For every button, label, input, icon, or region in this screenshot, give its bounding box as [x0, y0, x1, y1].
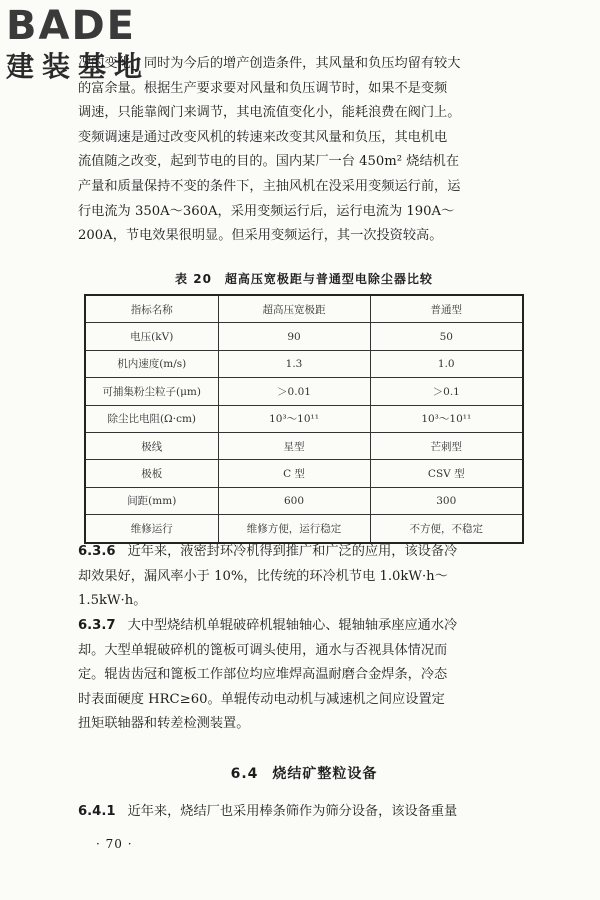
- text-line: 却效果好，漏风率小于 10%，比传统的环冷机节电 1.0kW·h～: [78, 568, 448, 584]
- text-line: 定。辊齿齿冠和篦板工作部位均应堆焊高温耐磨合金焊条，冷态: [78, 667, 448, 683]
- section-number: 6.3.6: [78, 544, 116, 559]
- section-heading: [78, 763, 530, 783]
- table-cell: 1.3: [218, 350, 370, 377]
- text-line: 6.3.7 大中型烧结机单辊破碎机辊轴轴心、辊轴轴承座应通水冷: [78, 618, 458, 633]
- text-line: 却。大型单辊破碎机的篦板可调头使用，通水与否视具体情况而: [78, 642, 448, 658]
- text-line: 6.4.1 近年来，烧结厂也采用棒条筛作为筛分设备，该设备重量: [78, 804, 458, 819]
- table-cell: 芒刺型: [370, 432, 523, 459]
- logo-wordmark: BADE: [6, 3, 136, 49]
- column-header: 普通型: [370, 295, 523, 323]
- table-cell: 除尘比电阻(Ω·cm): [85, 405, 218, 432]
- table-cell: CSV 型: [370, 460, 523, 487]
- intro-paragraph: [78, 52, 530, 249]
- logo-chinese-text: 建装基地: [6, 50, 151, 83]
- table-cell: 星型: [218, 432, 370, 459]
- text-line: 200A，节电效果很明显。但采用变频运行，其一次投资较高。: [78, 228, 443, 244]
- table-header-row: [85, 295, 523, 323]
- text-line: 况的变化，同时为今后的增产创造条件，其风量和负压均留有较大: [78, 56, 461, 71]
- table-cell: 极板: [85, 460, 218, 487]
- table-row: [85, 487, 523, 514]
- text-line: 行电流为 350A～360A，采用变频运行后，运行电流为 190A～: [78, 203, 455, 219]
- text-line: 变频调速是通过改变风机的转速来改变其风量和负压，其电机电: [78, 129, 448, 145]
- section-number: 6.4.1: [78, 804, 116, 819]
- table-row: [85, 323, 523, 350]
- table-cell: 90: [218, 323, 370, 350]
- table-cell: 电压(kV): [85, 323, 218, 350]
- table-cell: 50: [370, 323, 523, 350]
- text-line: 6.3.6 近年来，液密封环冷机得到推广和广泛的应用，该设备冷: [78, 544, 458, 559]
- table-cell: 维修方便，运行稳定: [218, 515, 370, 543]
- table-cell: 维修运行: [85, 515, 218, 543]
- section-6-3-6: [78, 540, 530, 614]
- table-cell: ＞0.01: [218, 378, 370, 405]
- table-cell: 机内速度(m/s): [85, 350, 218, 377]
- section-6-4-1: [78, 800, 530, 825]
- table-cell: 600: [218, 487, 370, 514]
- text-line: 流值随之改变，起到节电的目的。国内某厂一台 450m² 烧结机在: [78, 154, 460, 170]
- page-number: · 70 ·: [96, 837, 133, 851]
- table-cell: ＞0.1: [370, 378, 523, 405]
- table-row: [85, 378, 523, 405]
- text-line: 1.5kW·h。: [78, 593, 147, 609]
- table-cell: 10³～10¹¹: [218, 405, 370, 432]
- table-cell: 1.0: [370, 350, 523, 377]
- table-row: [85, 515, 523, 543]
- table-cell: 可捕集粉尘粒子(μm): [85, 378, 218, 405]
- text-line: 的富余量。根据生产要求要对风量和负压调节时，如果不是变频: [78, 80, 448, 96]
- text-line: 时表面硬度 HRC≥60。单辊传动电动机与减速机之间应设置定: [78, 691, 445, 707]
- table-cell: 10³～10¹¹: [370, 405, 523, 432]
- table-row: [85, 405, 523, 432]
- section-number: 6.3.7: [78, 618, 116, 633]
- table-cell: 不方便，不稳定: [370, 515, 523, 543]
- table-title: 表 20 超高压宽极距与普通型电除尘器比较: [175, 272, 433, 286]
- heading-text: 烧结矿整粒设备: [272, 766, 378, 782]
- table-cell: C 型: [218, 460, 370, 487]
- column-header: 超高压宽极距: [218, 295, 370, 323]
- text-line: 产量和质量保持不变的条件下，主抽风机在没采用变频运行前，运: [78, 178, 461, 194]
- text-line: 调速，只能靠阀门来调节，其电流值变化小，能耗浪费在阀门上。: [78, 105, 461, 121]
- comparison-table: [84, 294, 524, 544]
- section-6-3-7: [78, 614, 530, 737]
- heading-number: 6.4: [230, 766, 259, 782]
- table-row: [85, 350, 523, 377]
- column-header: 指标名称: [85, 295, 218, 323]
- text-line: 扭矩联轴器和转差检测装置。: [78, 716, 250, 732]
- table-row: [85, 460, 523, 487]
- table-cell: 300: [370, 487, 523, 514]
- table-row: [85, 432, 523, 459]
- table-cell: 间距(mm): [85, 487, 218, 514]
- table-cell: 极线: [85, 432, 218, 459]
